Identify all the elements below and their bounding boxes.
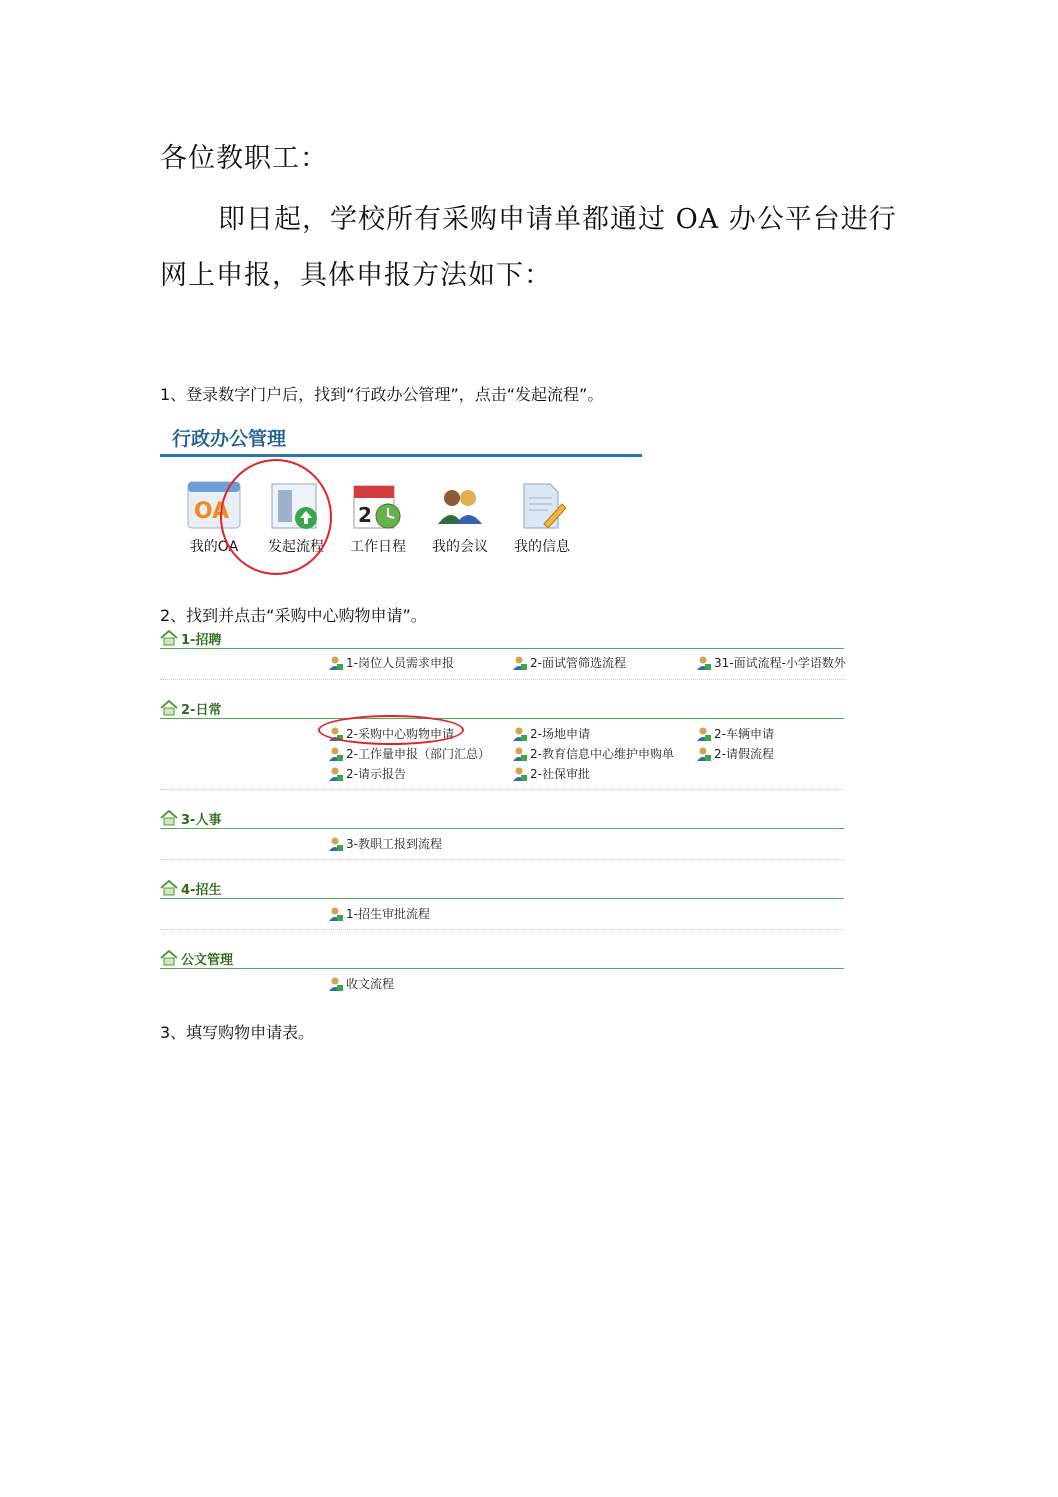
person-icon: [328, 976, 344, 992]
svg-text:2: 2: [358, 503, 372, 527]
calendar-clock-icon: [350, 480, 406, 532]
person-icon: [512, 746, 528, 762]
process-link[interactable]: [328, 975, 394, 992]
process-list-panel: [160, 628, 844, 999]
person-icon: [512, 655, 528, 671]
process-link[interactable]: [512, 765, 590, 782]
work-schedule-label: 工作日程: [350, 539, 406, 555]
section-title: 2-日常: [181, 702, 222, 718]
person-icon: [512, 766, 528, 782]
home-icon: [160, 810, 178, 826]
section-title: 1-招聘: [181, 632, 222, 648]
people-meeting-icon: [432, 480, 488, 532]
start-process-label: 发起流程: [268, 539, 324, 555]
home-icon: [160, 880, 178, 896]
intro-paragraph: [160, 192, 900, 304]
process-label: 2-社保审批: [530, 767, 590, 781]
intro-line-2: 网上申报，具体申报方法如下：: [160, 260, 552, 291]
process-label: 2-面试管筛选流程: [530, 656, 626, 670]
step-3-text: 3、填写购物申请表。: [160, 1023, 315, 1042]
svg-text:OA: OA: [194, 499, 230, 524]
my-meetings-label: 我的会议: [432, 539, 488, 555]
person-icon: [696, 655, 712, 671]
greeting: 各位教职工：: [160, 143, 328, 174]
section-title: 公文管理: [181, 952, 234, 968]
person-icon: [328, 906, 344, 922]
section-documents: [160, 948, 844, 999]
person-icon: [328, 655, 344, 671]
process-label: 2-场地申请: [530, 727, 590, 741]
person-icon: [696, 746, 712, 762]
process-link[interactable]: [696, 654, 846, 671]
process-label: 2-请假流程: [714, 747, 774, 761]
process-label: 1-招生审批流程: [346, 907, 430, 921]
person-icon: [328, 766, 344, 782]
process-label: 1-岗位人员需求申报: [346, 656, 454, 670]
section-admissions: [160, 878, 844, 930]
process-link[interactable]: [696, 745, 774, 762]
section-personnel: [160, 808, 844, 860]
document-pen-icon: [514, 480, 570, 532]
process-link[interactable]: [328, 654, 454, 671]
step-1-text: 1、登录数字门户后，找到“行政办公管理”，点击“发起流程”。: [160, 385, 604, 404]
process-link[interactable]: [512, 725, 590, 742]
step-2-text: 2、找到并点击“采购中心购物申请”。: [160, 606, 427, 625]
panel-title: 行政办公管理: [172, 428, 287, 450]
home-icon: [160, 700, 178, 716]
home-icon: [160, 630, 178, 646]
process-label: 2-教育信息中心维护申购单: [530, 747, 674, 761]
my-info-item[interactable]: [502, 480, 582, 556]
home-icon: [160, 950, 178, 966]
process-link[interactable]: [328, 745, 490, 762]
process-label: 2-车辆申请: [714, 727, 774, 741]
process-link[interactable]: [328, 765, 406, 782]
highlight-ellipse: [318, 715, 464, 745]
person-icon: [328, 836, 344, 852]
process-link[interactable]: [512, 745, 674, 762]
process-label: 2-采购中心购物申请: [346, 727, 454, 741]
my-meetings-item[interactable]: [420, 480, 500, 556]
panel-divider: [160, 454, 642, 457]
process-label: 收文流程: [346, 977, 395, 991]
admin-office-panel: [160, 424, 642, 584]
section-recruitment: [160, 628, 844, 680]
section-title: 3-人事: [181, 812, 222, 828]
section-daily: [160, 698, 844, 790]
process-link[interactable]: [696, 725, 774, 742]
work-schedule-item[interactable]: [338, 480, 418, 556]
person-icon: [696, 726, 712, 742]
person-icon: [328, 746, 344, 762]
my-oa-label: 我的OA: [189, 539, 239, 555]
process-label: 2-工作量申报（部门汇总）: [346, 747, 490, 761]
highlight-circle: [220, 459, 332, 575]
process-link[interactable]: [512, 654, 626, 671]
process-link[interactable]: [328, 905, 430, 922]
intro-line-1: 即日起，学校所有采购申请单都通过 OA 办公平台进行: [218, 204, 897, 235]
process-label: 31-面试流程-小学语数外: [714, 656, 846, 670]
process-label: 2-请示报告: [346, 767, 406, 781]
process-label: 3-教职工报到流程: [346, 837, 442, 851]
process-link[interactable]: [328, 835, 442, 852]
person-icon: [512, 726, 528, 742]
section-title: 4-招生: [181, 882, 222, 898]
my-info-label: 我的信息: [514, 539, 570, 555]
